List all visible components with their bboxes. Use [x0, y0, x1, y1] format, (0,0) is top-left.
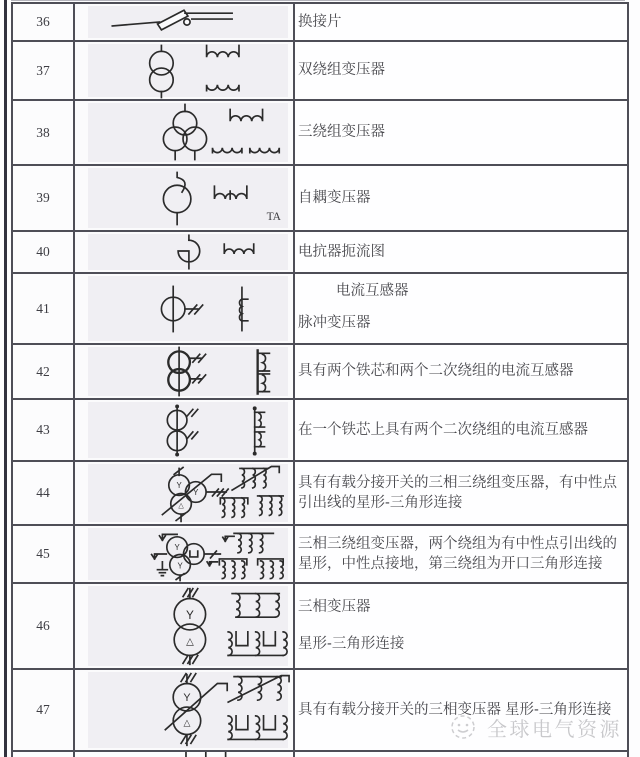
- description-text: 双绕组变压器: [298, 62, 385, 79]
- table-row: [13, 274, 627, 345]
- table-row: [13, 232, 627, 274]
- symbol-description: [295, 752, 627, 757]
- watermark: [448, 712, 622, 742]
- symbol-cell: [75, 166, 295, 230]
- symbol-cell: [75, 400, 295, 460]
- table-row: [13, 462, 627, 526]
- current-transformer-one-core-icon: [75, 400, 293, 460]
- symbol-cell: [75, 752, 295, 757]
- description-text: 具有有载分接开关的三相变压器 星形-三角形连接: [298, 701, 612, 718]
- description-text-2: 脉冲变压器: [298, 314, 371, 331]
- description-text-2: 星形-三角形连接: [298, 635, 405, 652]
- three-phase-three-winding-oltc-icon: [75, 462, 293, 524]
- symbol-cell: [75, 42, 295, 99]
- reactor-choke-icon: [75, 232, 293, 272]
- table-row: [13, 345, 627, 400]
- table-row-partial: [13, 752, 627, 757]
- description-text: 换接片: [298, 13, 342, 30]
- three-phase-transformer-oltc-icon: [75, 670, 293, 750]
- svg-text:Y: Y: [183, 692, 191, 705]
- table-row: [13, 526, 627, 584]
- symbol-description: [295, 584, 627, 668]
- symbol-description: [295, 232, 627, 272]
- terminal-label: TA: [266, 211, 281, 223]
- current-transformer-two-cores-icon: [75, 345, 293, 398]
- symbol-description: [295, 345, 627, 398]
- row-number: 38: [13, 101, 75, 164]
- symbol-description: [295, 462, 627, 524]
- row-number: 47: [13, 670, 75, 750]
- row-number: 42: [13, 345, 75, 398]
- symbol-cell: [75, 462, 295, 524]
- symbol-description: [295, 101, 627, 164]
- symbol-cell: [75, 101, 295, 164]
- globe-sketch-icon: [448, 712, 478, 742]
- row-number: 46: [13, 584, 75, 668]
- svg-text:△: △: [178, 502, 184, 510]
- symbol-description: [295, 42, 627, 99]
- row-number: 40: [13, 232, 75, 272]
- symbol-description: [295, 166, 627, 230]
- current-transformer-icon: [75, 274, 293, 343]
- three-winding-transformer-icon: [75, 101, 293, 164]
- symbol-cell: [75, 274, 295, 343]
- symbol-description: [295, 274, 627, 343]
- electrical-symbols-table: [11, 2, 629, 757]
- symbol-cell: [75, 232, 295, 272]
- symbol-description: [295, 526, 627, 582]
- table-row: [13, 42, 627, 101]
- table-row: [13, 101, 627, 166]
- description-text: 三相三绕组变压器，两个绕组为有中性点引出线的星形，中性点接地，第三绕组为开口三角形连接: [298, 535, 617, 572]
- table-row: [13, 584, 627, 670]
- table-row: [13, 400, 627, 462]
- svg-text:Y: Y: [176, 481, 182, 491]
- row-number: 37: [13, 42, 75, 99]
- partial-symbol-icon: [75, 752, 293, 757]
- row-number: 41: [13, 274, 75, 343]
- svg-text:Y: Y: [185, 609, 194, 623]
- row-number: 44: [13, 462, 75, 524]
- description-text: 在一个铁芯上具有两个二次绕组的电流互感器: [298, 421, 588, 438]
- symbol-description: [295, 4, 627, 40]
- table-row: [13, 166, 627, 232]
- symbol-cell: [75, 4, 295, 40]
- watermark-text: 全球电气资源: [487, 718, 622, 741]
- row-number: 45: [13, 526, 75, 582]
- symbol-cell: [75, 584, 295, 668]
- table-row: [13, 4, 627, 42]
- description-text: 三绕组变压器: [298, 124, 385, 141]
- page-scan-edge: [4, 0, 7, 757]
- row-number: 36: [13, 4, 75, 40]
- row-number: 43: [13, 400, 75, 460]
- svg-text:Y: Y: [193, 487, 199, 497]
- two-winding-transformer-icon: [75, 42, 293, 99]
- row-number: [13, 752, 75, 757]
- svg-text:Y: Y: [174, 543, 180, 553]
- three-phase-three-winding-open-delta-icon: [75, 526, 293, 582]
- description-text: 电抗器扼流图: [298, 243, 385, 260]
- table-top-rule: [11, 0, 625, 1]
- description-text: 电流互感器: [336, 283, 409, 299]
- three-phase-transformer-star-delta-icon: [75, 584, 293, 668]
- svg-text:△: △: [183, 717, 191, 728]
- description-text: 具有有载分接开关的三相三绕组变压器，有中性点引出线的星形-三角形连接: [298, 474, 617, 511]
- changeover-link-icon: [75, 4, 293, 40]
- row-number: 39: [13, 166, 75, 230]
- description-text: 三相变压器: [298, 599, 371, 615]
- description-text: 具有两个铁芯和两个二次绕组的电流互感器: [298, 363, 574, 380]
- symbol-cell: [75, 526, 295, 582]
- symbol-cell: [75, 670, 295, 750]
- description-text: 自耦变压器: [298, 189, 371, 206]
- autotransformer-icon: [75, 166, 293, 230]
- symbol-cell: [75, 345, 295, 398]
- svg-text:Y: Y: [177, 561, 183, 571]
- svg-text:△: △: [186, 636, 194, 648]
- symbol-description: [295, 400, 627, 460]
